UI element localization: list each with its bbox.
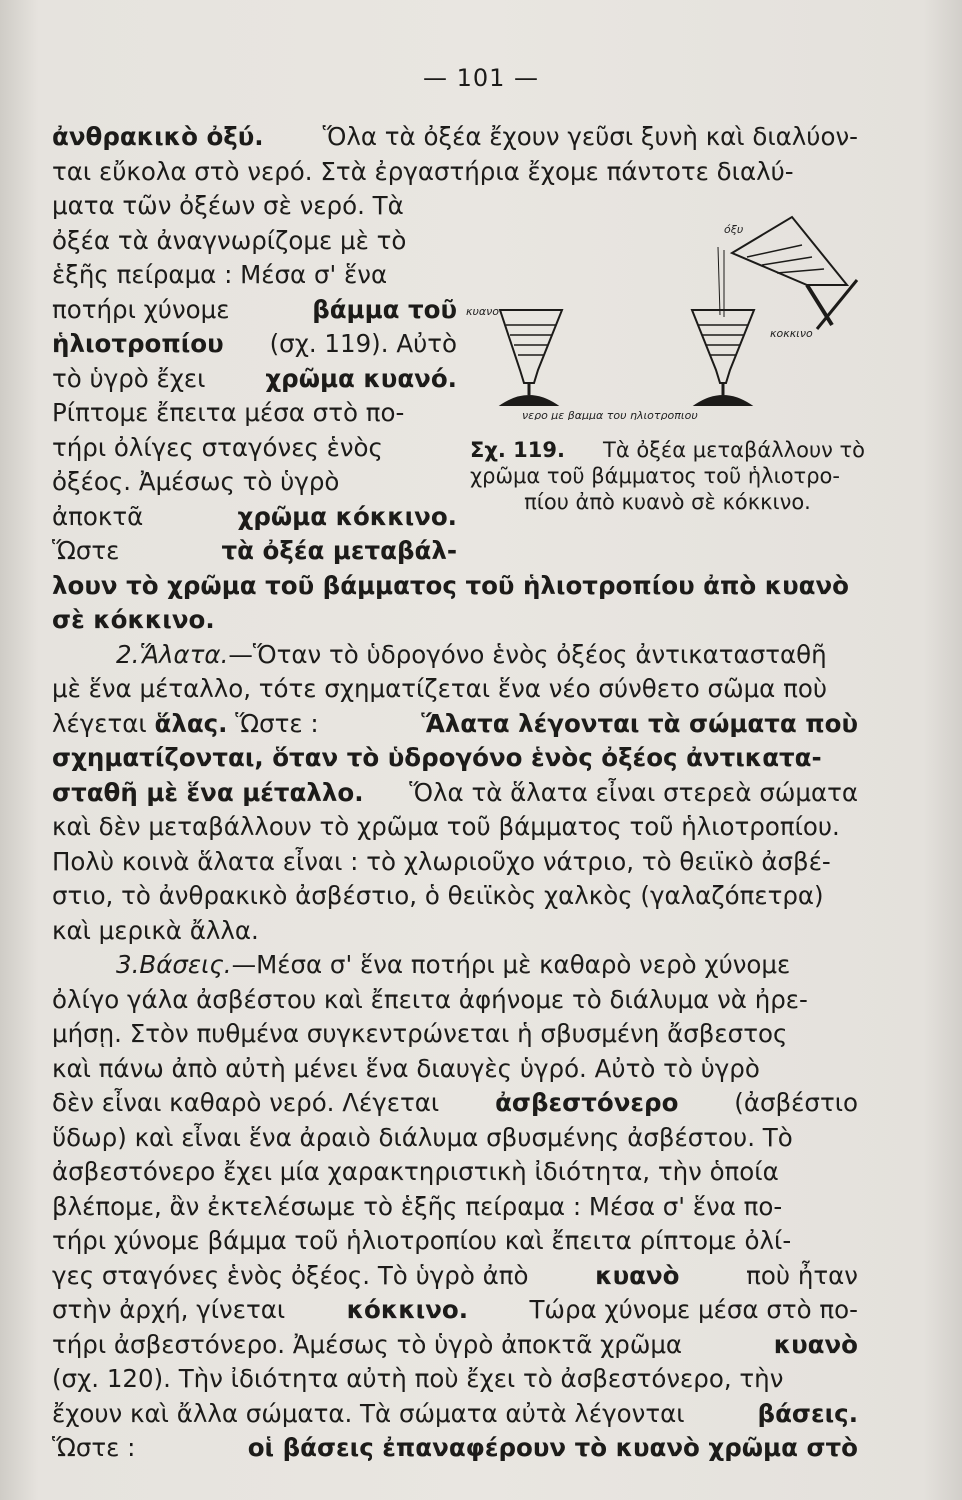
text-line (52, 1224, 858, 1259)
section-title: Βάσεις. (139, 950, 232, 979)
bold-term: κυανὸ (595, 1260, 680, 1290)
line-text: (σχ. 119). Αὐτὸ (269, 329, 457, 358)
text-line (52, 396, 457, 431)
label-blue: κυανο (466, 305, 499, 318)
bold-term: σὲ κόκκινο. (52, 605, 215, 634)
line-text: ποτήρι χύνομε (52, 294, 230, 324)
label-water: νερο με βαμμα του ηλιοτροπιου (522, 409, 698, 420)
bold-term: τὰ ὀξέα μεταβάλ- (221, 536, 457, 565)
text-line (52, 741, 858, 776)
text-line (52, 1431, 858, 1466)
bold-term: σχηματίζονται, ὅταν τὸ ὑδρογόνο ἑνὸς ὀξέος ἀντικατα- (52, 743, 822, 772)
text-line (52, 189, 457, 224)
text-line (52, 638, 858, 673)
figure-caption (470, 437, 865, 515)
text-line (52, 776, 858, 811)
caption-line (470, 463, 865, 489)
caption-text: πίου ἀπὸ κυανὸ σὲ κόκκινο. (524, 490, 811, 514)
line-text: ἀποκτᾶ (52, 501, 144, 531)
bold-term: ἡλιοτροπίου (52, 329, 224, 358)
line-text: μήσῃ. Στὸν πυθμένα συγκεντρώνεται ἡ σβυσμένη ἄσβεστος (52, 1019, 788, 1048)
pouring-flask (732, 217, 857, 329)
line-text: τήρι χύνομε βάμμα τοῦ ἡλιοτροπίου καὶ ἔπειτα ρίπτομε ὀλί- (52, 1226, 792, 1255)
text-line (52, 879, 858, 914)
line-text: Τώρα χύνομε μέσα στὸ πο- (529, 1295, 858, 1324)
line-text: ματα τῶν ὀξέων σὲ νερό. Τὰ (52, 191, 404, 220)
section-number: 3. (116, 950, 140, 979)
line-text: Ὅλα τὰ ἅλατα εἶναι στερεὰ σώματα (409, 777, 858, 807)
line-text: τὸ ὑγρὸ ἔχει (52, 363, 206, 393)
line-text: λέγεται (52, 708, 147, 738)
bold-term: κόκκινο. (346, 1295, 469, 1324)
section-title: Ἅλατα. (139, 639, 229, 669)
line-text: Ρίπτομε ἔπειτα μέσα στὸ πο- (52, 398, 405, 427)
line-text: —Ὅταν τὸ ὑδρογόνο ἑνὸς ὀξέος ἀντικατασταθῆ (228, 639, 827, 669)
text-line (52, 293, 457, 328)
line-text: καὶ δὲν μεταβάλλουν τὸ χρῶμα τοῦ βάμματος τοῦ ἡλιοτροπίου. (52, 812, 840, 841)
line-text: ἀσβεστόνερο ἔχει μία χαρακτηριστικὴ ἰδιότητα, τὴν ὁποία (52, 1157, 779, 1186)
text-line (52, 1086, 858, 1121)
line-text: δὲν εἶναι καθαρὸ νερό. Λέγεται (52, 1088, 440, 1117)
caption-number: Σχ. 119. (470, 438, 565, 462)
label-acid: όξυ (724, 223, 744, 236)
bold-term: σταθῆ μὲ ἕνα μέταλλο. (52, 777, 364, 807)
text-line (52, 1190, 858, 1225)
line-text: ἔχουν καὶ ἄλλα σώματα. Τὰ σώματα αὐτὰ λέγονται (52, 1398, 685, 1428)
bold-term: βάμμα τοῦ (312, 294, 457, 324)
text-line (52, 258, 457, 293)
text-line (52, 1328, 858, 1363)
text-line (52, 1052, 858, 1087)
text-line (52, 465, 457, 500)
line-text: ὕδωρ) καὶ εἶναι ἕνα ἀραιὸ διάλυμα σβυσμένης ἀσβέστου. Τὸ (52, 1122, 793, 1152)
line-text: βλέπομε, ἂν ἐκτελέσωμε τὸ ἑξῆς πείραμα : Μέσα σ' ἕνα πο- (52, 1191, 783, 1221)
line-text: Ὥστε (52, 536, 120, 565)
line-text: ὀξέα τὰ ἀναγνωρίζομε μὲ τὸ (52, 225, 407, 255)
line-text: γες σταγόνες ἑνὸς ὀξέος. Τὸ ὑγρὸ ἀπὸ (52, 1260, 529, 1290)
text-line (52, 672, 858, 707)
bold-term: χρῶμα κόκκινο. (237, 501, 457, 531)
line-text: ποὺ ἦταν (746, 1260, 858, 1290)
page-number: — 101 — (422, 64, 540, 92)
text-line (52, 155, 858, 190)
line-text: Πολὺ κοινὰ ἅλατα εἶναι : τὸ χλωριοῦχο νάτριο, τὸ θειϊκὸ ἀσβέ- (52, 846, 831, 876)
label-red: κοκκινο (770, 327, 813, 340)
caption-text: Τὰ ὀξέα μεταβάλλουν τὸ (603, 438, 865, 462)
text-line (52, 569, 858, 604)
text-line (52, 120, 858, 155)
text-line (52, 1293, 858, 1328)
line-text: ται εὔκολα στὸ νερό. Στὰ ἐργαστήρια ἔχομε πάντοτε διαλύ- (52, 156, 794, 186)
bold-term: κυανὸ (773, 1329, 858, 1359)
bold-term: ἀσβεστόνερο (495, 1088, 679, 1117)
line-text: (σχ. 120). Τὴν ἰδιότητα αὐτὴ ποὺ ἔχει τὸ ἀσβεστόνερο, τὴν (52, 1364, 784, 1393)
text-line (52, 1259, 858, 1294)
line-text: καὶ πάνω ἀπὸ αὐτὴ μένει ἕνα διαυγὲς ὑγρό. Αὐτὸ τὸ ὑγρὸ (52, 1053, 760, 1083)
text-line (52, 810, 858, 845)
line-text: μὲ ἕνα μέταλλο, τότε σχηματίζεται ἕνα νέο σύνθετο σῶμα ποὺ (52, 674, 828, 703)
line-text: καὶ μερικὰ ἄλλα. (52, 915, 259, 945)
glass-left (500, 310, 562, 405)
text-line (52, 362, 457, 397)
text-line (52, 948, 858, 983)
caption-line (470, 489, 865, 515)
line-text: ὀλίγο γάλα ἀσβέστου καὶ ἔπειτα ἀφήνομε τὸ διάλυμα νὰ ἠρε- (52, 984, 808, 1014)
bold-term: Ἅλατα λέγονται τὰ σώματα ποὺ (421, 708, 858, 738)
bold-term: βάσεις. (757, 1398, 858, 1428)
text-line (52, 603, 858, 638)
line-text: ἑξῆς πείραμα : Μέσα σ' ἕνα (52, 260, 388, 289)
bold-term: οἱ βάσεις ἐπαναφέρουν τὸ κυανὸ χρῶμα στὸ (247, 1433, 858, 1462)
line-text: Ὥστε : (235, 708, 319, 738)
text-line (52, 534, 457, 569)
line-text: τήρι ἀσβεστόνερο. Ἀμέσως τὸ ὑγρὸ ἀποκτᾶ χρῶμα (52, 1329, 683, 1359)
line-text: —Μέσα σ' ἕνα ποτήρι μὲ καθαρὸ νερὸ χύνομε (231, 950, 791, 979)
text-line (52, 707, 858, 742)
line-text: (ἀσβέστιο (734, 1088, 858, 1117)
text-line (52, 224, 457, 259)
text-line (52, 1397, 858, 1432)
line-text: στιο, τὸ ἀνθρακικὸ ἀσβέστιο, ὁ θειϊκὸς χαλκὸς (γαλαζόπετρα) (52, 881, 824, 910)
bold-term: χρῶμα κυανό. (265, 363, 457, 393)
text-line (52, 1017, 858, 1052)
text-line (52, 1362, 858, 1397)
line-text: Ὥστε : (52, 1433, 136, 1462)
text-line (52, 327, 457, 362)
line-text: στὴν ἀρχή, γίνεται (52, 1295, 286, 1324)
text-line (52, 845, 858, 880)
text-line (52, 914, 858, 949)
glass-right (692, 247, 754, 405)
caption-line (470, 437, 865, 463)
bold-term: ἀνθρακικὸ ὀξύ. (52, 122, 264, 151)
line-text: Ὅλα τὰ ὀξέα ἔχουν γεῦσι ξυνὴ καὶ διαλύον- (322, 122, 858, 151)
caption-text: χρῶμα τοῦ βάμματος τοῦ ἡλιοτρο- (470, 464, 840, 488)
section-number: 2. (116, 639, 140, 669)
text-line (52, 431, 457, 466)
text-line (52, 500, 457, 535)
text-line (52, 1121, 858, 1156)
line-text: ὀξέος. Ἀμέσως τὸ ὑγρὸ (52, 467, 340, 496)
text-line (52, 1155, 858, 1190)
figure-119-illustration (462, 205, 872, 420)
bold-term: λουν τὸ χρῶμα τοῦ βάμματος τοῦ ἡλιοτροπίου ἀπὸ κυανὸ (52, 570, 850, 600)
text-line (52, 983, 858, 1018)
line-text: τήρι ὀλίγες σταγόνες ἑνὸς (52, 432, 383, 462)
bold-term: ἅλας. (154, 708, 228, 738)
